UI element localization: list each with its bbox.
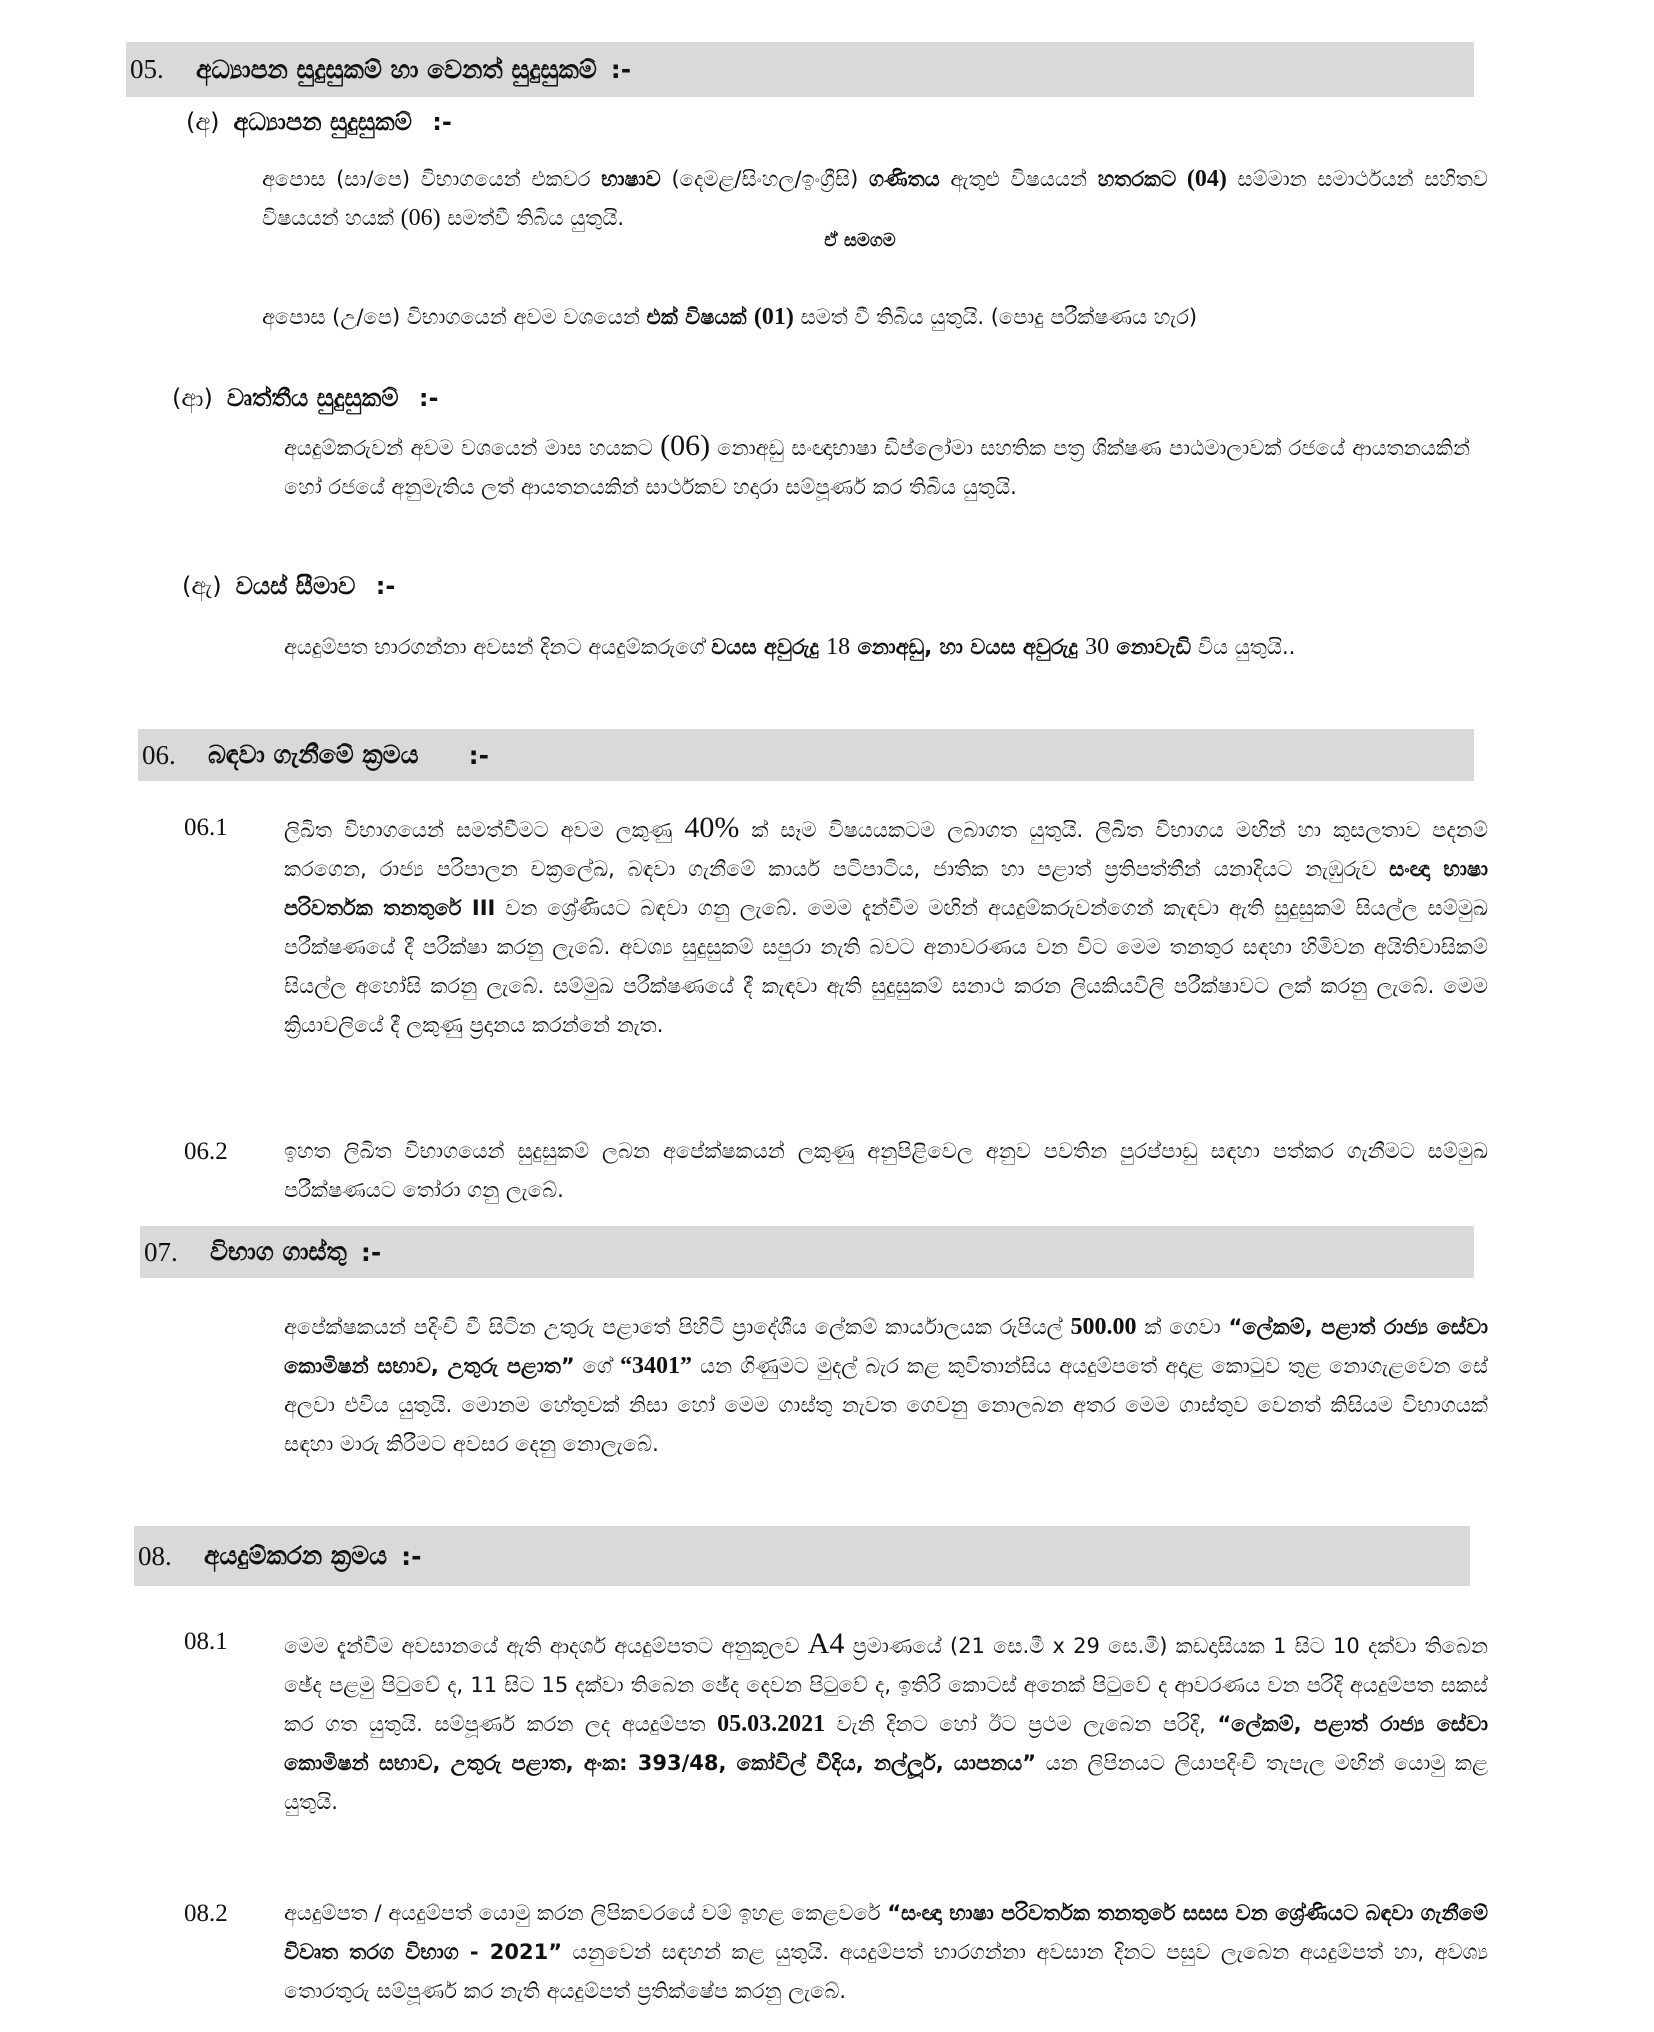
section-title: අධ්‍යාපන සුදුසුකම් හා වෙනත් සුදුසුකම්	[196, 54, 597, 84]
item-number: 08.1	[184, 1628, 228, 1655]
text: අයදුම්පත භාරගන්නා අවසන් දිනට අයදුම්කරුගේ	[284, 635, 712, 659]
text: ලිඛිත විභාගයෙන් සමත්වීමට අවම ලකුණු	[284, 818, 685, 842]
text: වැනි දිනට හෝ ඊට ප්‍රථම ලැබෙන පරිදි,	[825, 1712, 1218, 1736]
text: ඇතුළු විෂයයන්	[939, 167, 1098, 191]
text: ප්‍රමාණයේ (21 සෙ.මී x 29 සෙ.මී) කඩදාසියක 1 සිට 10 දක්වා තිබෙන ඡේද පළමු පිටුවේ ද, 11 සිට 15 දක්වා තිබෙන ඡේද දෙවන පිටුවේ ද, ඉතිරි කොටස් අනෙක් පිටුවේ ද ආවරණය වන පරිදි අයදුම්පත සකස් කර ගත යුතුයි. සම්පූර්ණ කරන ලද අයදුම්පත	[284, 1634, 1488, 1736]
age-limit-text	[284, 628, 1488, 667]
professional-qualification	[284, 426, 1470, 507]
section-number: 07.	[144, 1236, 178, 1267]
subsection-title: අධ්‍යාපන සුදුසුකම්	[233, 108, 412, 136]
section-separator: :-	[360, 1237, 382, 1267]
bold-text: හතරකට	[1097, 167, 1177, 191]
number: (01)	[753, 304, 794, 330]
section-title: බඳවා ගැනීමේ ක්‍රමය	[208, 740, 419, 769]
text: යන ලිපිනයට ලියාපදිංචි තැපැල මඟින් යොමු කළ යුතුයි.	[284, 1751, 1488, 1814]
text: යනුවෙන් සඳහන් කළ යුතුයි. අයදුම්පත් භාරගන්නා අවසාන දිනට පසුව ලැබෙන අයදුම්පත් හා, අවශ්‍ය තොරතුරු සම්පූර්ණ කර නැති අයදුම්පත් ප්‍රතික්ෂේප කරනු ලැබේ.	[284, 1940, 1489, 2003]
and-label: ඒ සමගම	[824, 230, 896, 251]
number: 500.00	[1070, 1314, 1137, 1340]
subsection-a-heading	[186, 108, 452, 136]
text: ගේ	[574, 1354, 620, 1378]
section-06-header	[138, 729, 1474, 781]
text: අපේක්ෂකයන් පදිංචි වී සිටින උතුරු පළාතේ පිහිටි ප්‍රාදේශීය ලේකම් කාර්යාලයක රුපියල්	[284, 1315, 1071, 1339]
subsection-marker: (අ)	[186, 108, 220, 136]
text: අපොස (සා/පෙ) විභාගයෙන් එකවර	[262, 167, 602, 191]
bold-text: “ලේකම්, පළාත් රාජ්‍ය සේවා කොමිෂන් සභාව, උතුරු පළාත”	[284, 1315, 1488, 1378]
subsection-title: වෘත්තීය සුදුසුකම්	[226, 384, 399, 412]
bold-text: සංඥා භාෂා පරිවර්තක තනතුරේ III	[284, 857, 1488, 920]
education-qualification-ol	[262, 160, 1488, 238]
number: (06)	[660, 429, 711, 462]
section-08-header	[134, 1526, 1470, 1586]
item-number: 06.2	[184, 1138, 228, 1165]
section-title: අයදුම්කරන ක්‍රමය	[204, 1541, 388, 1570]
section-07-header	[140, 1226, 1474, 1278]
section-separator: :-	[610, 55, 632, 84]
text: නොඅඩු සංඥාභාෂා ඩිප්ලෝමා සහතික පත්‍ර ශික්ෂණ පාඨමාලාවක් රජයේ ආයතනයකින් හෝ රජයේ අනුමැතිය ලත් ආයතනයකින් සාර්ථකව හදාරා සම්පූර්ණ කර තිබිය යුතුයි.	[284, 436, 1470, 499]
text: අපොස (උ/පෙ) විභාගයෙන් අවම වශයෙන්	[262, 305, 647, 329]
bold-text: ගණිතය	[868, 167, 940, 191]
bold-text: “සංඥා භාෂා පරිවර්තක තනතුරේ සසස වන ශ්‍රේණියට බඳවා ගැනීමේ විවෘත තරග විභාග - 2021”	[284, 1901, 1488, 1964]
section-number: 05.	[130, 54, 164, 84]
subsection-marker: (ඇ)	[182, 572, 222, 600]
text: යන ගිණුමට මුදල් බැර කළ කුවිතාන්සිය අයදුම්පතේ අදාළ කොටුව තුළ නොගැළවෙන සේ අලවා එවිය යුතුයි. මොනම හේතුවක් නිසා හෝ මෙම ගාස්තු නැවත ගෙවනු නොලබන අතර මෙම ගාස්තුව වෙනත් කිසියම විභාගයක් සඳහා මාරු කිරීමට අවසර දෙනු නොලැබේ.	[284, 1354, 1488, 1456]
text: සම්මාන සමාර්ථයන් සහිතව විෂයයන් හයක්	[262, 167, 1488, 230]
item-number: 06.1	[184, 814, 228, 841]
section-number: 06.	[142, 739, 176, 770]
exam-fee-text	[284, 1308, 1488, 1464]
subsection-separator: :-	[418, 384, 439, 412]
bold-text: භාෂාව	[601, 167, 661, 191]
number: “3401”	[620, 1353, 692, 1379]
number: 30	[1085, 634, 1110, 660]
envelope-instruction-text	[284, 1894, 1488, 2011]
number: (04)	[1186, 166, 1227, 192]
date: 05.03.2021	[717, 1711, 826, 1737]
text: සමත් වී තිබිය යුතුයි. (පොදු පරීක්ෂණය හැර)	[793, 305, 1198, 329]
text: සමත්වී තිබිය යුතුයි.	[440, 206, 625, 230]
item-number: 08.2	[184, 1900, 228, 1927]
bold-text: වයස අවුරුදු	[711, 635, 827, 659]
interview-selection-text: ඉහත ලිඛිත විභාගයෙන් සුදුසුකම් ලබන අපේක්ෂකයන් ලකුණු අනුපිළිවෙල අනුව පවතින පුරප්පාඩු සඳහා පත්කර ගැනීමට සම්මුඛ පරීක්ෂණයට තෝරා ගනු ලැබේ.	[284, 1139, 1488, 1202]
bold-text: නොඅඩු, හා වයස අවුරුදු	[850, 635, 1086, 659]
bold-text: නොවැඩි	[1109, 635, 1192, 659]
text: ක් සෑම විෂයයකටම ලබාගත යුතුයි. ලිඛිත විභාගය මඟින් හා කුසලතාව පදනම් කරගෙන, රාජ්‍ය පරිපාලන චක්‍රලේඛ, බඳවා ගැනීමේ කාර්ය පටිපාටිය, ජාතික හා පළාත් ප්‍රතිපත්තීන් යනාදියට නැඹුරුව	[284, 818, 1489, 881]
section-05-header	[126, 42, 1474, 97]
subsection-ae-heading	[182, 572, 395, 600]
section-title: විභාග ගාස්තු	[210, 1237, 347, 1266]
text: (දෙමළ/සිංහල/ඉංග්‍රීසි)	[660, 167, 869, 191]
subsection-aa-heading	[172, 384, 438, 412]
number: 18	[826, 634, 851, 660]
text: අයදුම්පත / අයදුම්පත් යොමු කරන ලිපිකවරයේ වම් ඉහළ කෙළවරේ	[284, 1901, 888, 1925]
section-number: 08.	[138, 1540, 172, 1571]
number: A4	[807, 1627, 845, 1660]
text: අයදුම්කරුවන් අවම වශයෙන් මාස හයකට	[284, 436, 661, 460]
section-separator: :-	[401, 1541, 422, 1571]
text: විය යුතුයි..	[1191, 635, 1296, 659]
number: (06)	[400, 205, 441, 231]
subsection-title: වයස් සීමාව	[235, 572, 356, 600]
recruitment-method-text	[284, 808, 1488, 1045]
text: ක් ගෙවා	[1136, 1315, 1229, 1339]
number: 40%	[684, 811, 740, 844]
application-method-text	[284, 1624, 1488, 1822]
subsection-marker: (ආ)	[172, 384, 213, 412]
text: වන ශ්‍රේණියට බඳවා ගනු ලැබේ. මෙම දැන්වීම මඟින් අයදුම්කරුවන්ගෙන් කැඳවා ඇති සුදුසුකම් සියල්ල සම්මුඛ පරීක්ෂණයේ දී පරීක්ෂා කරනු ලැබේ. අවශ්‍ය සුදුසුකම් සපුරා නැති බවට අනාවරණය වන විට මෙම තනතුර සඳහා හිමිවන අයිතිවාසිකම් සියල්ල අහෝසි කරනු ලැබේ. සම්මුඛ පරීක්ෂණයේ දී කැඳවා ඇති සුදුසුකම් සනාථ කරන ලියකියවිලි පරීක්ෂාවට ලක් කරනු ලැබේ. මෙම ක්‍රියාවලියේ දී ලකුණු ප්‍රදානය කරන්නේ නැත.	[284, 896, 1488, 1037]
subsection-separator: :-	[375, 572, 396, 600]
address: “ලේකම්, පළාත් රාජ්‍ය සේවා කොමිෂන් සභාව, උතුරු පළාත, අංක: 393/48, කෝවිල් වීදිය, නල්ලූර්, යාපනය”	[284, 1712, 1488, 1775]
section-separator: :-	[468, 740, 490, 770]
bold-text: එක් විෂයක්	[646, 305, 754, 329]
education-qualification-al	[262, 298, 1488, 337]
text: මෙම දැන්වීම අවසානයේ ඇති ආදර්ශ අයදුම්පතට අනුකූලව	[284, 1634, 808, 1658]
subsection-separator: :-	[432, 108, 452, 136]
